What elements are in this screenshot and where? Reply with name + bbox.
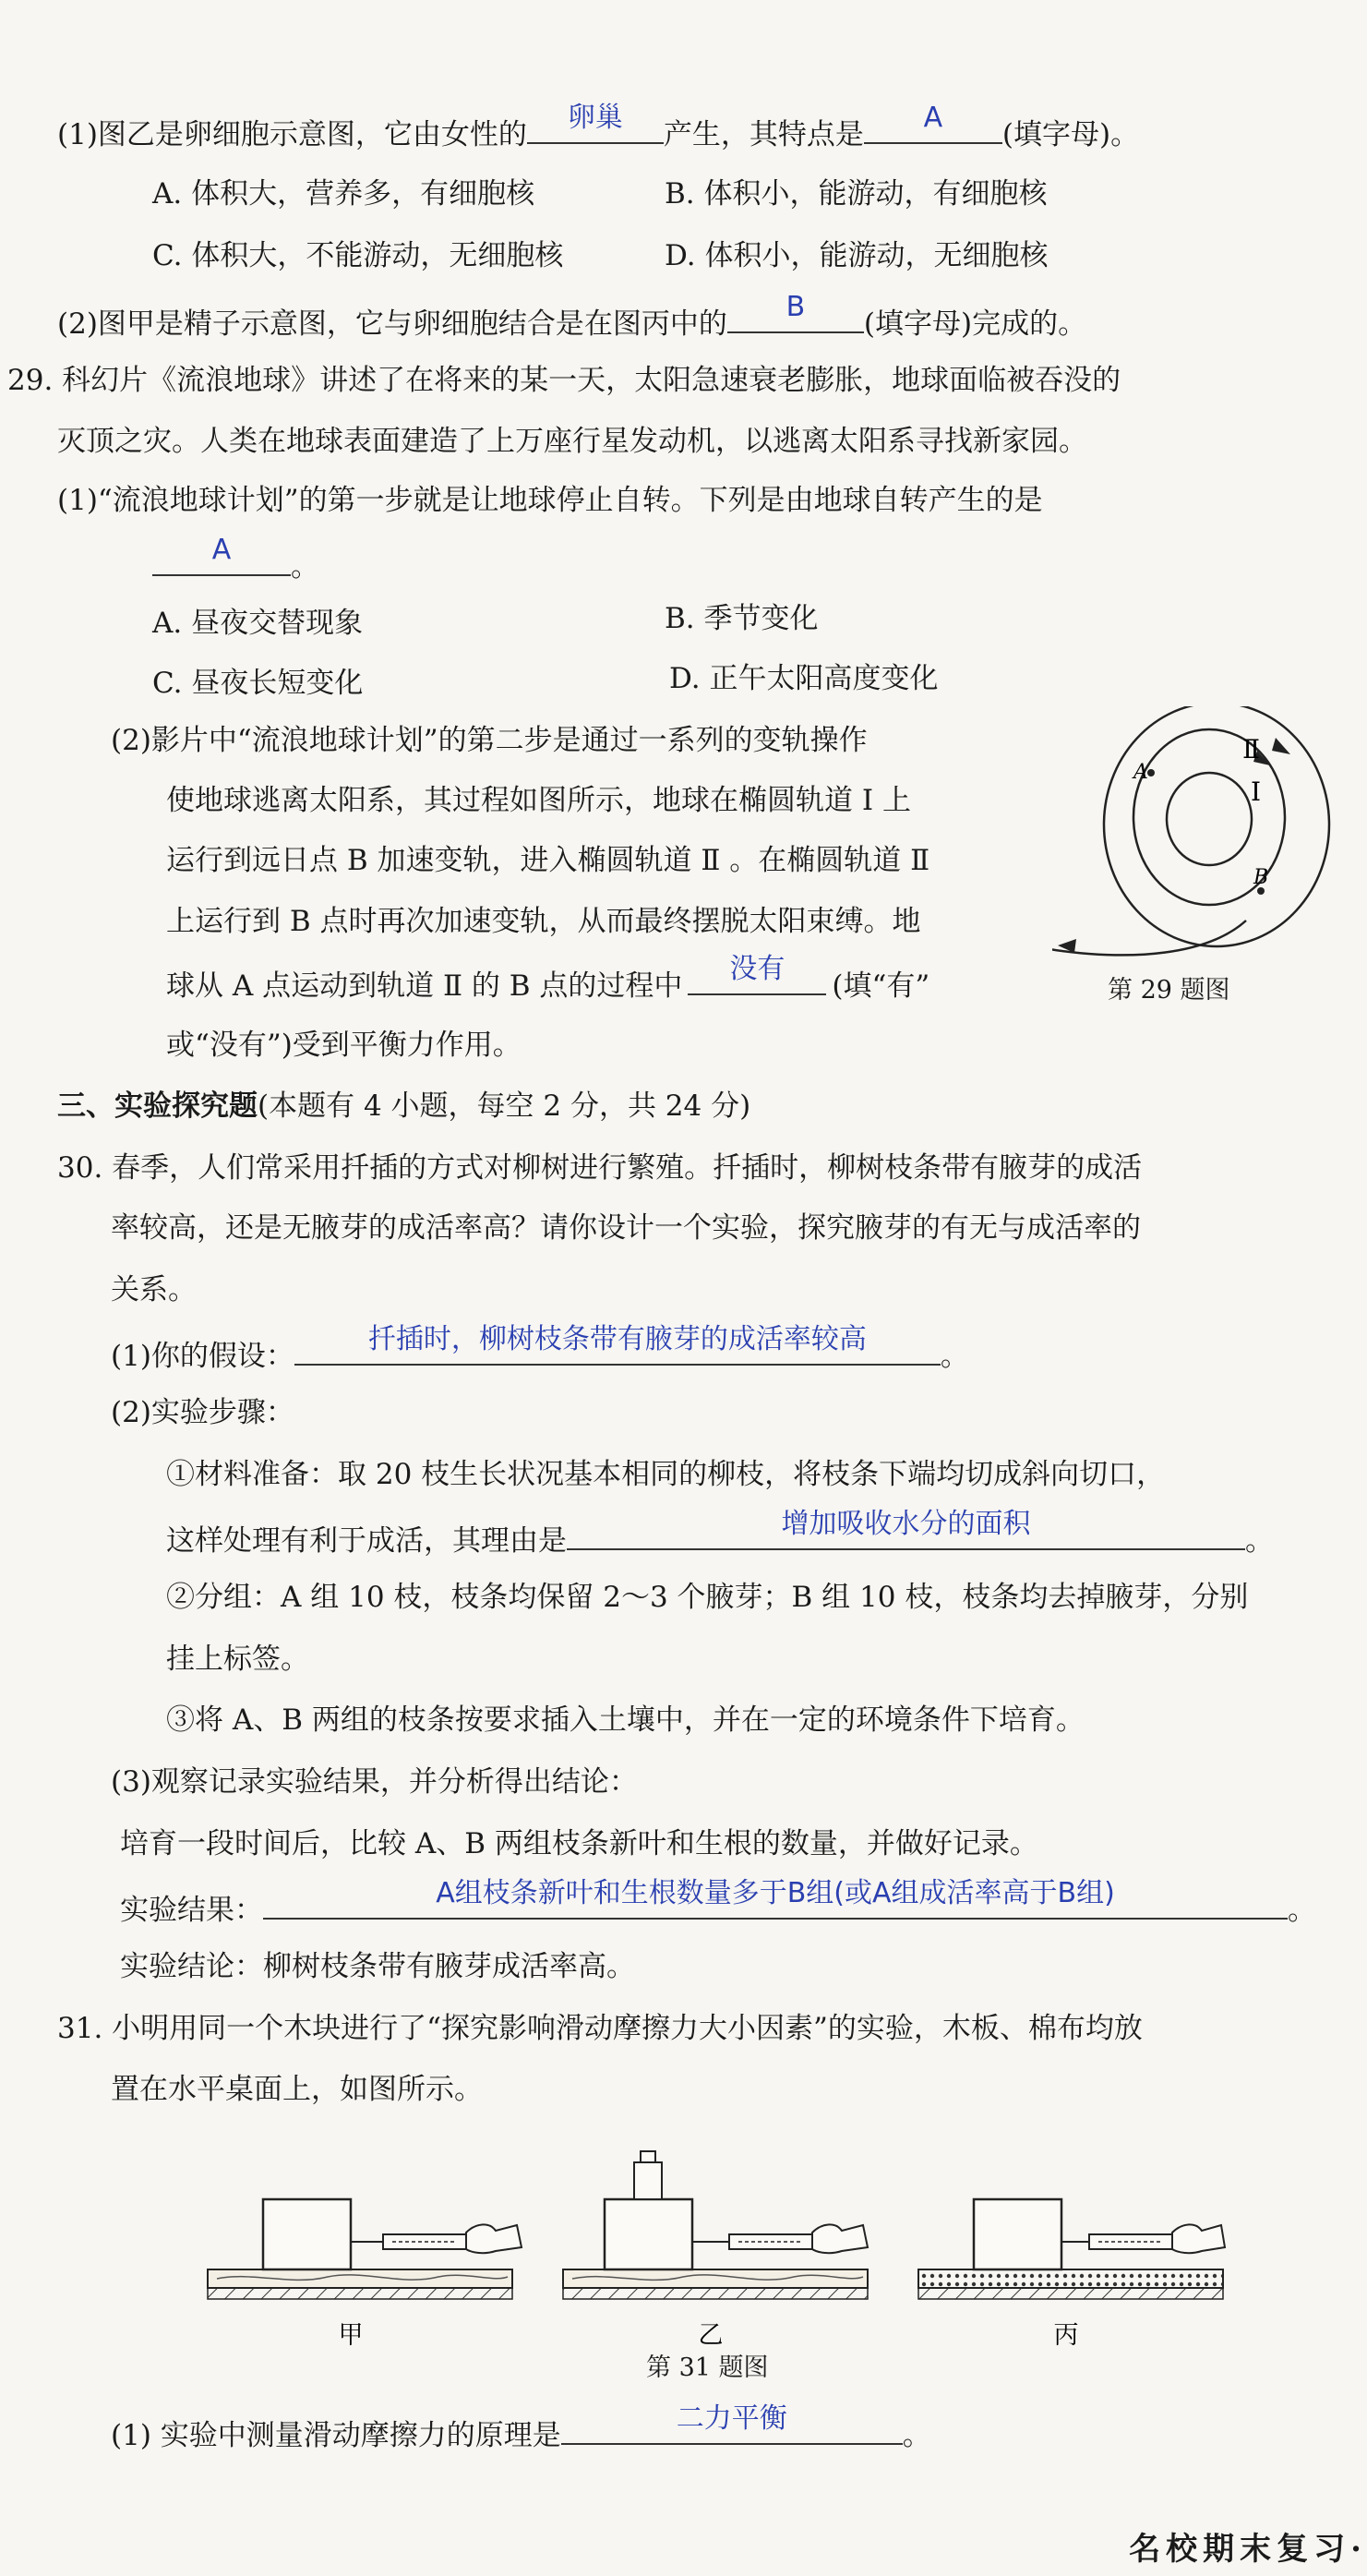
q30-step1-text: 这样处理有利于成活，其理由是	[166, 1524, 567, 1558]
q29-stem-line2: 灭顶之灾。人类在地球表面建造了上万座行星发动机，以逃离太阳系寻找新家园。	[57, 425, 1087, 458]
hand-bing	[1172, 2224, 1225, 2253]
q31-blank-1[interactable]	[561, 2402, 903, 2445]
q30-hypothesis-line	[111, 1323, 969, 1375]
q31-part1-text: (1) 实验中测量滑动摩擦力的原理是	[111, 2419, 561, 2452]
q29-part2-line3: 运行到远日点 B 加速变轨，进入椭圆轨道 Ⅱ 。在椭圆轨道 Ⅱ	[166, 844, 930, 877]
q30-step2-line2: 挂上标签。	[166, 1643, 309, 1676]
q31-friction-figure	[198, 2124, 1232, 2350]
q28-blank-2[interactable]	[864, 102, 1002, 144]
q28-blank-3[interactable]	[727, 291, 864, 333]
q29-part2-line2: 使地球逃离太阳系，其过程如图所示，地球在椭圆轨道 Ⅰ 上	[166, 784, 911, 817]
label-bing: 丙	[1053, 2321, 1079, 2350]
section3-title: 三、实验探究题	[57, 1089, 258, 1123]
base-yi	[563, 2288, 868, 2299]
q29-part1-line: (1)“流浪地球计划”的第一步就是让地球停止自转。下列是由地球自转产生的是	[57, 484, 1043, 517]
q30-hypothesis-label: (1)你的假设：	[111, 1340, 294, 1373]
q29-part2-line6: 或“没有”)受到平衡力作用。	[166, 1029, 522, 1062]
q28-part2-text-b: (填字母)完成的。	[863, 307, 1087, 341]
q29-blank-1[interactable]	[152, 534, 291, 576]
q30-steps-label: (2)实验步骤：	[111, 1396, 294, 1429]
setup-jia	[208, 2199, 522, 2299]
q30-conclusion: 实验结论：柳树枝条带有腋芽成活率高。	[120, 1950, 635, 1983]
q31-stem-line1: 31. 小明用同一个木块进行了“探究影响滑动摩擦力大小因素”的实验，木板、棉布均放	[57, 2012, 1143, 2045]
q28-answer-3: B	[785, 291, 806, 323]
q29-option-b: B. 季节变化	[665, 602, 819, 635]
q29-part2-line4: 上运行到 B 点时再次加速变轨，从而最终摆脱太阳束缚。地	[166, 905, 921, 938]
q30-stem-line3: 关系。	[111, 1273, 197, 1306]
q31-part1-line	[111, 2402, 931, 2454]
q29-part2-text-a: 球从 A 点运动到轨道 Ⅱ 的 B 点的过程中	[166, 969, 683, 1003]
sun-circle	[1167, 773, 1252, 865]
q28-part2-text-a: (2)图甲是精子示意图，它与卵细胞结合是在图丙中的	[57, 307, 727, 341]
q31-answer-1: 二力平衡	[676, 2402, 787, 2435]
q29-option-a: A. 昼夜交替现象	[152, 607, 364, 640]
orbit-two-arrow	[1272, 738, 1290, 754]
board-yi	[563, 2269, 868, 2288]
q30-step1-end: 。	[1245, 1524, 1274, 1558]
label-b: B	[1253, 866, 1269, 889]
q29-answer-2: 没有	[729, 953, 785, 985]
cloth-bing	[918, 2269, 1223, 2288]
escape-path	[1052, 921, 1246, 955]
q30-blank-result[interactable]	[263, 1877, 1288, 1920]
q29-part2-text-b: (填“有”	[832, 969, 930, 1003]
footer-series-title: 名校期末复习·	[1129, 2531, 1367, 2568]
q30-stem-line1: 30. 春季，人们常采用扦插的方式对柳树进行繁殖。扦插时，柳树枝条带有腋芽的成活	[57, 1151, 1143, 1185]
label-jia: 甲	[338, 2321, 364, 2350]
q30-step1-line1: ①材料准备：取 20 枝生长状况基本相同的柳枝，将枝条下端均切成斜向切口，	[166, 1458, 1166, 1491]
weight-knob-yi	[641, 2151, 655, 2162]
setup-yi	[563, 2151, 868, 2299]
q28-part2-line	[57, 291, 1087, 343]
q29-option-d: D. 正午太阳高度变化	[669, 662, 939, 695]
section3-note: (本题有 4 小题，每空 2 分，共 24 分)	[258, 1089, 751, 1123]
q29-answer-1: A	[211, 534, 232, 566]
q28-option-d: D. 体积小，能游动，无细胞核	[665, 239, 1049, 272]
q30-step1-line2	[166, 1508, 1274, 1559]
q30-blank-reason[interactable]	[567, 1508, 1245, 1550]
q28-part1-text-b: 产生，其特点是	[663, 118, 864, 151]
point-a-marker	[1147, 769, 1155, 776]
q31-part1-end: 。	[902, 2419, 931, 2452]
q30-blank-hypothesis[interactable]	[294, 1323, 941, 1366]
q29-orbit-figure	[1052, 706, 1357, 974]
q30-observe-line: (3)观察记录实验结果，并分析得出结论：	[111, 1765, 638, 1799]
board-jia	[208, 2269, 512, 2288]
q30-step2-line1: ②分组：A 组 10 枝，枝条均保留 2～3 个腋芽；B 组 10 枝，枝条均去掉腋芽，分别	[166, 1581, 1249, 1614]
label-a: A	[1133, 761, 1148, 784]
q28-part1-text-a: (1)图乙是卵细胞示意图，它由女性的	[57, 118, 527, 151]
block-bing	[974, 2199, 1061, 2269]
q28-part1-line	[57, 102, 1140, 153]
q28-option-a: A. 体积大，营养多，有细胞核	[152, 177, 535, 211]
q28-answer-1: 卵巢	[567, 102, 623, 134]
q29-part2-line1: (2)影片中“流浪地球计划”的第二步是通过一系列的变轨操作	[111, 724, 868, 757]
hand-yi	[812, 2224, 868, 2253]
label-orbit-one: Ⅰ	[1251, 776, 1262, 807]
q28-part1-text-c: (填字母)。	[1001, 118, 1140, 151]
q29-part2-line5	[166, 953, 930, 1005]
orbit-two	[1104, 706, 1329, 946]
label-yi: 乙	[698, 2321, 724, 2350]
q30-observe-line2: 培育一段时间后，比较 A、B 两组枝条新叶和生根的数量，并做好记录。	[120, 1827, 1038, 1860]
setup-bing	[918, 2199, 1225, 2299]
q29-blank-2[interactable]	[688, 953, 826, 995]
q29-figure-caption: 第 29 题图	[1108, 976, 1230, 1005]
q31-stem-line2: 置在水平桌面上，如图所示。	[111, 2073, 483, 2106]
weight-yi	[634, 2162, 662, 2199]
q30-answer-reason: 增加吸收水分的面积	[781, 1508, 1031, 1540]
q30-result-label: 实验结果：	[120, 1894, 263, 1927]
block-yi	[605, 2199, 692, 2269]
section3-header	[57, 1088, 750, 1125]
q29-part1-end: 。	[291, 550, 319, 584]
q30-hypothesis-end: 。	[940, 1340, 969, 1373]
q28-option-b: B. 体积小，能游动，有细胞核	[665, 177, 1048, 211]
q29-stem-line1: 29. 科幻片《流浪地球》讲述了在将来的某一天，太阳急速衰老膨胀，地球面临被吞没的	[7, 364, 1121, 397]
q30-step3: ③将 A、B 两组的枝条按要求插入土壤中，并在一定的环境条件下培育。	[166, 1703, 1085, 1737]
q30-result-end: 。	[1288, 1894, 1316, 1927]
q30-result-line	[120, 1877, 1316, 1929]
base-bing	[918, 2288, 1223, 2299]
block-jia	[263, 2199, 351, 2269]
q28-option-c: C. 体积大，不能游动，无细胞核	[152, 239, 564, 272]
q29-option-c: C. 昼夜长短变化	[152, 667, 364, 700]
q30-answer-hypothesis: 扦插时，柳树枝条带有腋芽的成活率较高	[367, 1323, 867, 1355]
label-orbit-two: Ⅱ	[1242, 734, 1261, 764]
q30-answer-result: A组枝条新叶和生根数量多于B组(或A组成活率高于B组)	[436, 1877, 1115, 1909]
q28-blank-1[interactable]	[527, 102, 664, 144]
q31-figure-caption: 第 31 题图	[646, 2353, 769, 2382]
q30-stem-line2: 率较高，还是无腋芽的成活率高？请你设计一个实验，探究腋芽的有无与成活率的	[111, 1211, 1141, 1245]
base-jia	[208, 2288, 512, 2299]
hand-jia	[466, 2224, 522, 2253]
q28-answer-2: A	[923, 102, 943, 134]
q29-part1-answer-line	[152, 534, 319, 585]
